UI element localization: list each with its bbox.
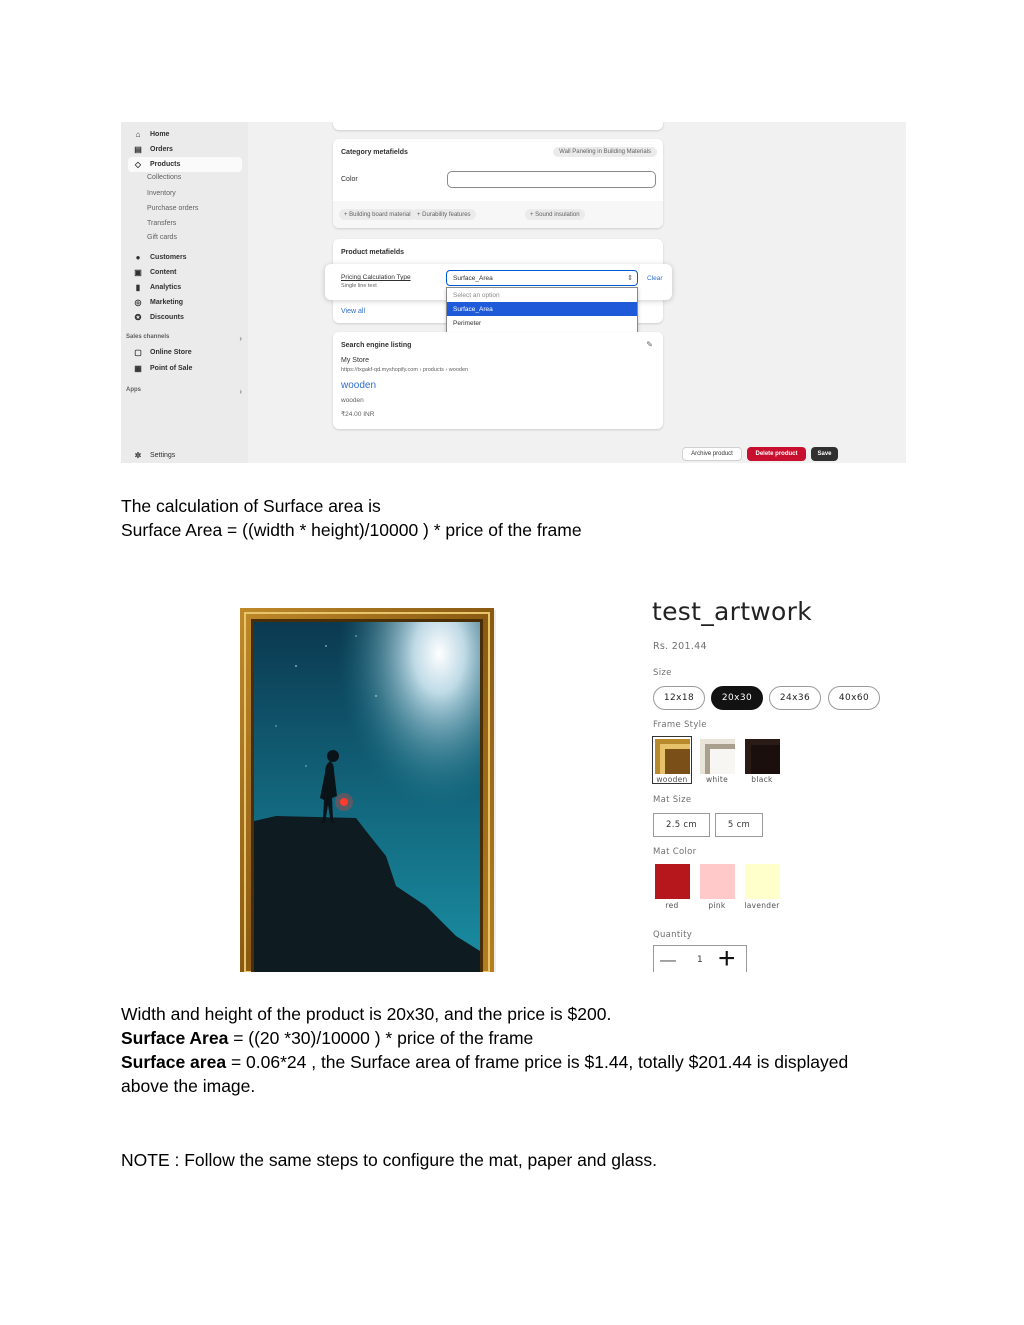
previous-card [333, 122, 663, 130]
save-button[interactable]: Save [811, 447, 838, 461]
product-screenshot [121, 590, 906, 972]
nav-inventory[interactable]: Inventory [147, 190, 176, 197]
size-option-selected[interactable]: 20x30 [711, 686, 763, 710]
size-label: Size [653, 668, 672, 678]
card-title: Product metafields [341, 249, 405, 256]
pricing-type-select[interactable]: Surface_Area ⇕ [446, 270, 638, 286]
sales-channels-header[interactable]: Sales channels › [126, 334, 242, 343]
seo-card [333, 332, 663, 429]
nav-gift-cards[interactable]: Gift cards [147, 234, 177, 241]
nav-content[interactable]: ▣ Content [128, 265, 242, 280]
content-icon: ▣ [134, 268, 142, 277]
field-sublabel: Single line text [341, 283, 377, 289]
nav-discounts[interactable]: ✪ Discounts [128, 310, 242, 325]
admin-screenshot [121, 122, 906, 463]
nav-collections[interactable]: Collections [147, 174, 182, 181]
chip-durability[interactable]: + Durability features [412, 209, 476, 220]
tag-icon: ◇ [134, 160, 142, 169]
nav-transfers[interactable]: Transfers [147, 220, 177, 227]
field-label: Pricing Calculation Type [341, 274, 411, 281]
red-swatch[interactable] [655, 864, 690, 899]
frame-label: white [705, 775, 729, 784]
nav-customers[interactable]: ● Customers [128, 250, 242, 265]
nav-orders[interactable]: ▤ Orders [128, 142, 242, 157]
category-badge: Wall Paneling in Building Materials [553, 147, 657, 157]
color-label: Color [341, 176, 358, 183]
product-title: test_artwork [652, 597, 813, 626]
store-icon: ▢ [134, 348, 142, 357]
quantity-value[interactable]: 1 [697, 955, 703, 965]
mat-size-option[interactable]: 2.5 cm [653, 813, 710, 837]
chevron-right-icon: › [239, 387, 242, 396]
nav-purchase-orders[interactable]: Purchase orders [147, 205, 199, 212]
pink-swatch[interactable] [700, 864, 735, 899]
chevron-right-icon: › [239, 334, 242, 343]
view-all-link[interactable]: View all [341, 308, 365, 315]
archive-product-button[interactable]: Archive product [682, 447, 742, 461]
frame-label: wooden [656, 775, 688, 784]
discount-icon: ✪ [134, 313, 142, 322]
size-option[interactable]: 24x36 [769, 686, 821, 710]
bar-chart-icon: ▮ [135, 283, 141, 292]
select-arrows-icon: ⇕ [627, 275, 633, 282]
nav-home[interactable]: ⌂ Home [128, 127, 242, 142]
plus-button[interactable]: + [718, 942, 736, 972]
mat-size-option[interactable]: 5 cm [715, 813, 763, 837]
result-line: Surface area = 0.06*24 , the Surface area of frame price is $1.44, totally $201.44 is displayed [121, 1052, 849, 1072]
text-line: above the image. [121, 1076, 256, 1096]
chip-building-board[interactable]: + Building board material [339, 209, 416, 220]
seo-price: ₹24.00 INR [341, 411, 375, 418]
calculation-text [121, 1002, 911, 1098]
mat-size-label: Mat Size [653, 795, 692, 805]
nav-online-store[interactable]: ▢ Online Store [128, 345, 242, 360]
minus-button[interactable]: — [660, 952, 676, 969]
mat-color-name: red [665, 901, 679, 910]
home-icon: ⌂ [135, 130, 141, 139]
dropdown-option-selected[interactable]: Surface_Area [447, 302, 637, 316]
pos-icon: ▦ [134, 364, 142, 373]
nav-analytics[interactable]: ▮ Analytics [128, 280, 242, 295]
clear-button[interactable]: Clear [647, 275, 663, 282]
target-icon: ◎ [134, 298, 142, 307]
nav-marketing[interactable]: ◎ Marketing [128, 295, 242, 310]
framed-artwork-image [236, 606, 501, 972]
wooden-frame-swatch [655, 739, 690, 774]
dropdown-option[interactable]: Select an option [453, 291, 500, 299]
mat-color-label: Mat Color [653, 847, 697, 857]
card-title: Category metafields [341, 149, 408, 156]
product-price: Rs. 201.44 [653, 641, 707, 652]
card-title: Search engine listing [341, 342, 412, 349]
white-frame-swatch[interactable] [700, 739, 735, 774]
apps-header[interactable]: Apps › [126, 387, 242, 396]
chip-sound-insulation[interactable]: + Sound insulation [525, 209, 585, 220]
seo-page-title: wooden [341, 380, 377, 391]
frame-style-label: Frame Style [653, 720, 707, 730]
admin-sidebar [121, 122, 248, 463]
dropdown-option[interactable]: Perimeter [453, 319, 482, 327]
mat-color-name: pink [708, 901, 726, 910]
seo-url: https://txgakf-qd.myshopify.com › products › wooden [341, 367, 469, 373]
delete-product-button[interactable]: Delete product [747, 447, 806, 461]
text-line: Width and height of the product is 20x30, and the price is $200. [121, 1004, 612, 1024]
black-frame-swatch[interactable] [745, 739, 780, 774]
nav-settings[interactable]: ✲ Settings [128, 448, 242, 463]
quantity-stepper[interactable] [653, 942, 747, 972]
frame-label: black [751, 775, 773, 784]
nav-point-of-sale[interactable]: ▦ Point of Sale [128, 361, 242, 376]
seo-description: wooden [341, 397, 364, 404]
explanation-text [121, 494, 582, 542]
size-option[interactable]: 40x60 [828, 686, 880, 710]
nav-products[interactable]: ◇ Products [128, 157, 242, 172]
gear-icon: ✲ [134, 451, 142, 460]
formula-line: Surface Area = ((width * height)/10000 ) * price of the frame [121, 520, 582, 540]
lavender-swatch[interactable] [745, 864, 780, 899]
seo-store: My Store [341, 357, 370, 364]
formula-line: Surface Area = ((20 *30)/10000 ) * price of the frame [121, 1028, 534, 1048]
size-option[interactable]: 12x18 [653, 686, 705, 710]
note-text: NOTE : Follow the same steps to configure the mat, paper and glass. [121, 1150, 657, 1170]
edit-pencil-icon[interactable]: ✎ [646, 340, 653, 349]
color-input[interactable] [447, 171, 656, 188]
person-icon: ● [135, 253, 141, 262]
inbox-icon: ▤ [134, 145, 142, 154]
mat-color-name: lavender [744, 901, 780, 910]
quantity-label: Quantity [653, 930, 693, 940]
text-line: The calculation of Surface area is [121, 496, 381, 516]
